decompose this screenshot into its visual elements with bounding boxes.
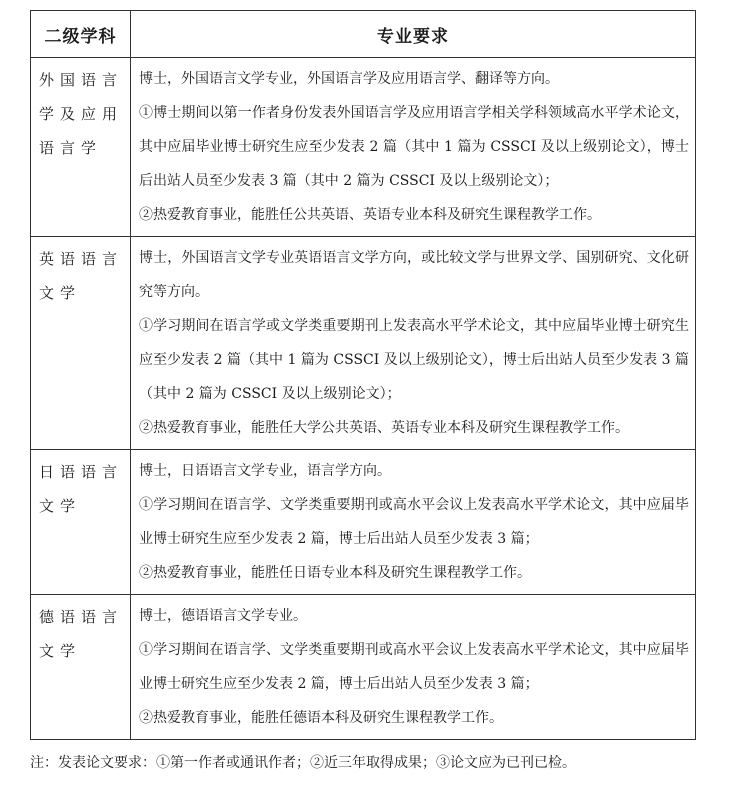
subject-cell: 德语语言文学 [31,595,131,740]
requirement-cell [131,237,696,450]
requirement-publication: ①学习期间在语言学或文学类重要期刊上发表高水平学术论文，其中应届毕业博士研究生应至少发表 2 篇（其中 1 篇为 CSSCI 及以上级别论文），博士后出站人员至少发表 3 篇（其中 2 篇为 CSSCI 及以上级别论文）； [139,318,689,402]
requirement-degree: 博士，外国语言文学专业，外国语言学及应用语言学、翻译等方向。 [139,71,559,87]
table-row [31,595,696,740]
requirement-cell [131,450,696,595]
requirement-teaching: ②热爱教育事业，能胜任公共英语、英语专业本科及研究生课程教学工作。 [139,207,601,223]
requirement-teaching: ②热爱教育事业，能胜任德语本科及研究生课程教学工作。 [139,710,503,726]
table-row [31,58,696,237]
subject-cell: 日语语言文学 [31,450,131,595]
requirements-table [30,10,696,740]
requirement-degree: 博士，德语语言文学专业。 [139,608,307,624]
subject-cell: 英语语言文学 [31,237,131,450]
requirement-publication: ①学习期间在语言学、文学类重要期刊或高水平会议上发表高水平学术论文，其中应届毕业博士研究生应至少发表 2 篇，博士后出站人员至少发表 3 篇； [139,497,689,547]
requirement-degree: 博士，日语语言文学专业，语言学方向。 [139,463,391,479]
requirement-teaching: ②热爱教育事业，能胜任日语专业本科及研究生课程教学工作。 [139,565,531,581]
table-header-row [31,11,696,58]
table-row [31,237,696,450]
requirement-cell [131,58,696,237]
footnote: 注：发表论文要求：①第一作者或通讯作者；②近三年取得成果；③论文应为已刊已检。 [30,755,576,771]
table-row [31,450,696,595]
requirement-teaching: ②热爱教育事业，能胜任大学公共英语、英语专业本科及研究生课程教学工作。 [139,420,629,436]
requirement-degree: 博士，外国语言文学专业英语语言文学方向，或比较文学与世界文学、国别研究、文化研究等方向。 [139,250,689,300]
header-requirement: 专业要求 [131,11,696,58]
subject-cell: 外国语言学及应用语言学 [31,58,131,237]
requirement-cell [131,595,696,740]
header-subject: 二级学科 [31,11,131,58]
requirement-publication: ①学习期间在语言学、文学类重要期刊或高水平会议上发表高水平学术论文，其中应届毕业博士研究生应至少发表 2 篇，博士后出站人员至少发表 3 篇； [139,642,689,692]
requirement-publication: ①博士期间以第一作者身份发表外国语言学及应用语言学相关学科领域高水平学术论文，其中应届毕业博士研究生应至少发表 2 篇（其中 1 篇为 CSSCI 及以上级别论文），博士后出站人员至少发表 3 篇（其中 2 篇为 CSSCI 及以上级别论文）； [139,105,689,189]
